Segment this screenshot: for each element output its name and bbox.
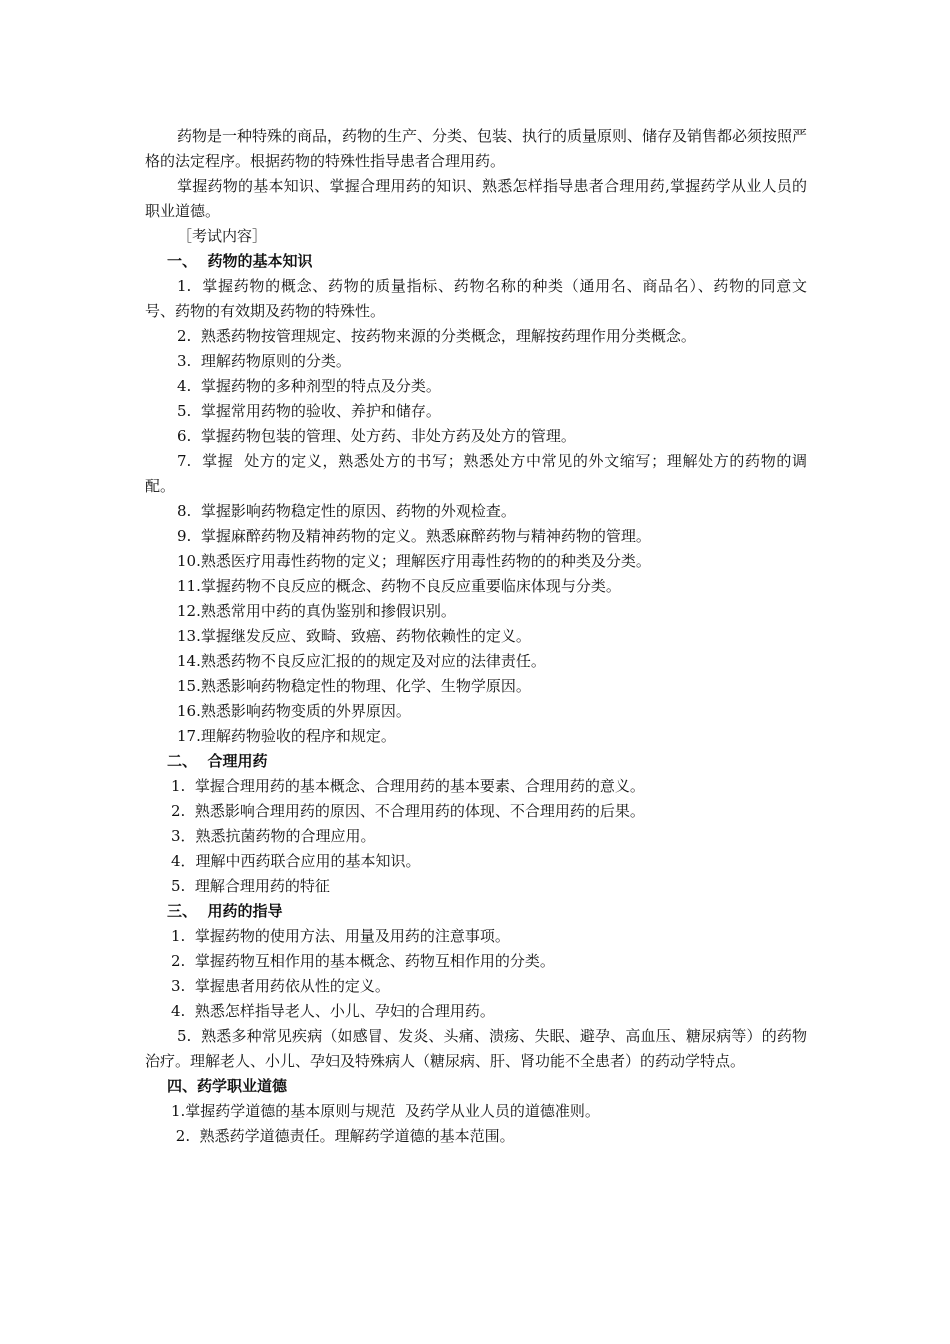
exam-content-label: ［考试内容］ <box>177 227 268 245</box>
list-item: 13.掌握继发反应、致畸、致癌、药物依赖性的定义。 <box>177 627 531 645</box>
list-item: 5. 理解合理用药的特征 <box>171 877 330 895</box>
section-heading-professional-ethics: 四、药学职业道德 <box>167 1077 288 1095</box>
list-item: 6. 掌握药物包装的管理、处方药、非处方药及处方的管理。 <box>177 427 576 445</box>
list-item: 2. 掌握药物互相作用的基本概念、药物互相作用的分类。 <box>171 952 555 970</box>
list-item: 4. 熟悉怎样指导老人、小儿、孕妇的合理用药。 <box>171 1002 495 1020</box>
list-item: 4. 掌握药物的多种剂型的特点及分类。 <box>177 377 441 395</box>
list-item: 1.掌握药学道德的基本原则与规范 及药学从业人员的道德准则。 <box>171 1102 600 1120</box>
list-item: 1. 掌握药物的使用方法、用量及用药的注意事项。 <box>171 927 510 945</box>
intro-paragraph-1: 药物是一种特殊的商品，药物的生产、分类、包装、执行的质量原则、储存及销售都必须按照严格的法定程序。根据药物的特殊性指导患者合理用药。 <box>145 127 808 170</box>
list-item: 8. 掌握影响药物稳定性的原因、药物的外观检查。 <box>177 502 516 520</box>
list-item: 10.熟悉医疗用毒性药物的定义；理解医疗用毒性药物的的种类及分类。 <box>177 552 651 570</box>
list-item: 3. 掌握患者用药依从性的定义。 <box>171 977 390 995</box>
list-item: 11.掌握药物不良反应的概念、药物不良反应重要临床体现与分类。 <box>177 577 621 595</box>
list-item: 14.熟悉药物不良反应汇报的的规定及对应的法律责任。 <box>177 652 546 670</box>
list-item: 5. 掌握常用药物的验收、养护和储存。 <box>177 402 441 420</box>
list-item: 2. 熟悉药学道德责任。理解药学道德的基本范围。 <box>171 1127 515 1145</box>
section-heading-rational-use: 二、 合理用药 <box>167 752 268 770</box>
list-item: 7. 掌握 处方的定义，熟悉处方的书写；熟悉处方中常见的外文缩写；理解处方的药物的调配。 <box>145 452 807 495</box>
list-item: 2. 熟悉影响合理用药的原因、不合理用药的体现、不合理用药的后果。 <box>171 802 645 820</box>
list-item: 3. 理解药物原则的分类。 <box>177 352 351 370</box>
list-item: 9. 掌握麻醉药物及精神药物的定义。熟悉麻醉药物与精神药物的管理。 <box>177 527 651 545</box>
list-item: 15.熟悉影响药物稳定性的物理、化学、生物学原因。 <box>177 677 531 695</box>
intro-paragraph-2: 掌握药物的基本知识、掌握合理用药的知识、熟悉怎样指导患者合理用药,掌握药学从业人员的职业道德。 <box>145 177 807 220</box>
list-item: 17.理解药物验收的程序和规定。 <box>177 727 396 745</box>
section-heading-medication-guidance: 三、 用药的指导 <box>167 902 283 920</box>
list-item: 5. 熟悉多种常见疾病（如感冒、发炎、头痛、溃疡、失眠、避孕、高血压、糖尿病等）的药物治疗。理解老人、小儿、孕妇及特殊病人（糖尿病、肝、肾功能不全患者）的药动学特点。 <box>145 1027 807 1070</box>
list-item: 16.熟悉影响药物变质的外界原因。 <box>177 702 411 720</box>
list-item: 1. 掌握药物的概念、药物的质量指标、药物名称的种类（通用名、商品名）、药物的同意文号、药物的有效期及药物的特殊性。 <box>145 277 807 320</box>
list-item: 3．熟悉抗菌药物的合理应用。 <box>171 827 376 845</box>
document-page <box>145 124 807 1149</box>
list-item: 4．理解中西药联合应用的基本知识。 <box>171 852 421 870</box>
section-heading-basic-knowledge: 一、 药物的基本知识 <box>167 252 313 270</box>
list-item: 2. 熟悉药物按管理规定、按药物来源的分类概念，理解按药理作用分类概念。 <box>177 327 696 345</box>
list-item: 12.熟悉常用中药的真伪鉴别和掺假识别。 <box>177 602 456 620</box>
list-item: 1. 掌握合理用药的基本概念、合理用药的基本要素、合理用药的意义。 <box>171 777 645 795</box>
